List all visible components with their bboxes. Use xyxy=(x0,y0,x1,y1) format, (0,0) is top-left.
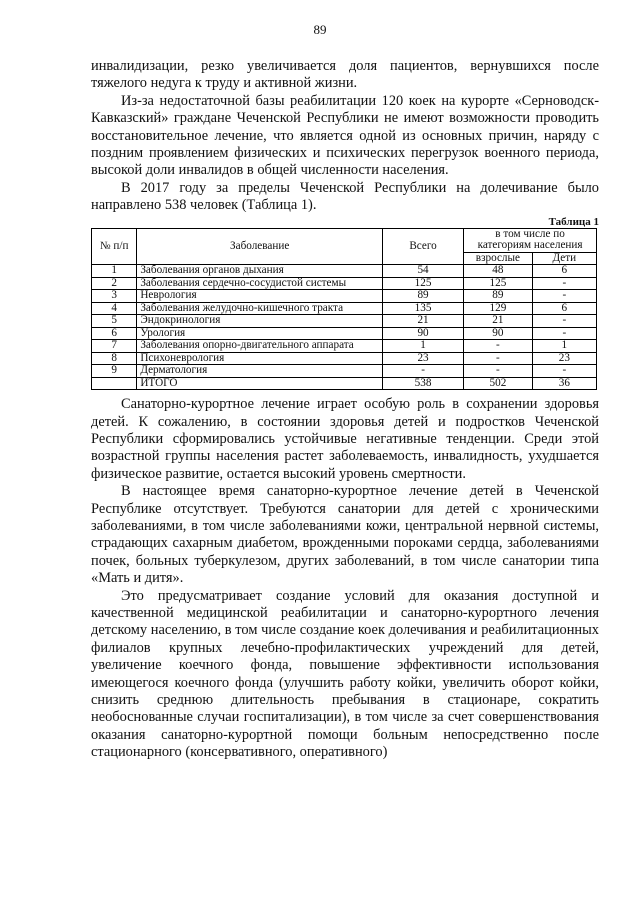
cell-adults: - xyxy=(464,365,533,378)
table-caption: Таблица 1 xyxy=(548,215,599,228)
cell-disease: Урология xyxy=(137,327,383,340)
table-body xyxy=(92,265,597,390)
cell-adults: 502 xyxy=(464,377,533,390)
table-row xyxy=(92,365,597,378)
cell-num: 9 xyxy=(92,365,137,378)
cell-total: 21 xyxy=(382,315,463,328)
cell-total: 90 xyxy=(382,327,463,340)
header-total: Всего xyxy=(382,228,463,265)
cell-num: 6 xyxy=(92,327,137,340)
cell-num: 8 xyxy=(92,352,137,365)
paragraph-plan: Это предусматривает создание условий для оказания доступной и качественной медицинской реабилитации и санаторно-курортного лечения детскому населению, в том числе создание коек долечивания и реабилитационных филиалов крупных лечебно-профилактических учреждений для детей, увеличение коечного фонда, повышение эффективности использования имеющегося коечного фонда (улучшить работу койки, увеличить оборот койки, снизить среднюю длительность пребывания в стационаре, сократить необоснованные случаи госпитализации), в том числе за счет совершенствования оказания санаторно-курортной помощи больным непосредственно после стационарного (консервативного, оперативного) xyxy=(91,587,599,761)
cell-num: 5 xyxy=(92,315,137,328)
cell-total: - xyxy=(382,365,463,378)
paragraph-intro: инвалидизации, резко увеличивается доля пациентов, вернувшихся после тяжелого недуга к труду и активной жизни. xyxy=(91,58,599,92)
cell-num: 4 xyxy=(92,302,137,315)
cell-adults: 129 xyxy=(464,302,533,315)
cell-children: - xyxy=(532,290,596,303)
cell-num: 3 xyxy=(92,290,137,303)
cell-total: 125 xyxy=(382,277,463,290)
cell-children: - xyxy=(532,327,596,340)
cell-children: 23 xyxy=(532,352,596,365)
document-body xyxy=(91,58,599,762)
cell-num: 1 xyxy=(92,265,137,278)
cell-adults: 89 xyxy=(464,290,533,303)
cell-children: - xyxy=(532,365,596,378)
cell-total: 54 xyxy=(382,265,463,278)
cell-children: - xyxy=(532,315,596,328)
cell-adults: 48 xyxy=(464,265,533,278)
table-row xyxy=(92,340,597,353)
cell-disease: Психоневрология xyxy=(137,352,383,365)
cell-adults: - xyxy=(464,340,533,353)
table-row xyxy=(92,315,597,328)
cell-adults: 125 xyxy=(464,277,533,290)
disease-table xyxy=(91,228,597,391)
header-children: Дети xyxy=(532,252,596,265)
cell-disease: Заболевания сердечно-сосудистой системы xyxy=(137,277,383,290)
cell-children: 1 xyxy=(532,340,596,353)
table-total-row xyxy=(92,377,597,390)
header-category-group: в том числе по категориям населения xyxy=(464,228,597,252)
cell-total: 23 xyxy=(382,352,463,365)
cell-adults: 90 xyxy=(464,327,533,340)
cell-adults: - xyxy=(464,352,533,365)
cell-total: 89 xyxy=(382,290,463,303)
cell-children: - xyxy=(532,277,596,290)
cell-adults: 21 xyxy=(464,315,533,328)
cell-total-label: ИТОГО xyxy=(137,377,383,390)
paragraph-sanatorium: Санаторно-курортное лечение играет особую роль в сохранении здоровья детей. К сожалению, в состоянии здоровья детей и подростков Чеченской Республики сформировались устойчивые негативные тенденции. Среди этой возрастной группы населения растет заболеваемость, инвалидность, ухудшается физическое развитие, остается высокий уровень смертности. xyxy=(91,396,599,482)
paragraph-2017: В 2017 году за пределы Чеченской Республики на долечивание было направлено 538 человек (Таблица 1). xyxy=(91,179,599,214)
table-row xyxy=(92,277,597,290)
table-header-row xyxy=(92,228,597,252)
page-number: 89 xyxy=(313,22,327,37)
cell-total: 135 xyxy=(382,302,463,315)
cell-num: 7 xyxy=(92,340,137,353)
cell-num-empty xyxy=(92,377,137,390)
cell-disease: Заболевания опорно-двигательного аппарата xyxy=(137,340,383,353)
header-disease: Заболевание xyxy=(137,228,383,265)
table-row xyxy=(92,302,597,315)
cell-total: 1 xyxy=(382,340,463,353)
paragraph-children: В настоящее время санаторно-курортное лечение детей в Чеченской Республике отсутствует. Требуются санатории для детей с хроническими заболеваниями, в том числе заболеваниями кожи, центральной нервной системы, страдающих сахарным диабетом, врожденными пороками сердца, заболеваниями почек, больных туберкулезом, других заболеваний, в том числе санатории типа «Мать и дитя». xyxy=(91,483,599,587)
cell-children: 36 xyxy=(532,377,596,390)
cell-disease: Дерматология xyxy=(137,365,383,378)
cell-total: 538 xyxy=(382,377,463,390)
cell-children: 6 xyxy=(532,302,596,315)
table-row xyxy=(92,290,597,303)
header-num: № п/п xyxy=(92,228,137,265)
cell-disease: Заболевания органов дыхания xyxy=(137,265,383,278)
cell-disease: Эндокринология xyxy=(137,315,383,328)
cell-disease: Заболевания желудочно-кишечного тракта xyxy=(137,302,383,315)
cell-num: 2 xyxy=(92,277,137,290)
table-row xyxy=(92,327,597,340)
header-adults: взрослые xyxy=(464,252,533,265)
cell-disease: Неврология xyxy=(137,290,383,303)
cell-children: 6 xyxy=(532,265,596,278)
table-row xyxy=(92,352,597,365)
paragraph-rehabilitation: Из-за недостаточной базы реабилитации 120 коек на курорте «Серноводск-Кавказский» граждане Чеченской Республики не имеют возможности проводить восстановительное лечение, что является одной из основных причин, наряду с поздним проявлением физических и психических перегрузок военного периода, высокой доли инвалидов в общей численности населения. xyxy=(91,92,599,179)
table-row xyxy=(92,265,597,278)
